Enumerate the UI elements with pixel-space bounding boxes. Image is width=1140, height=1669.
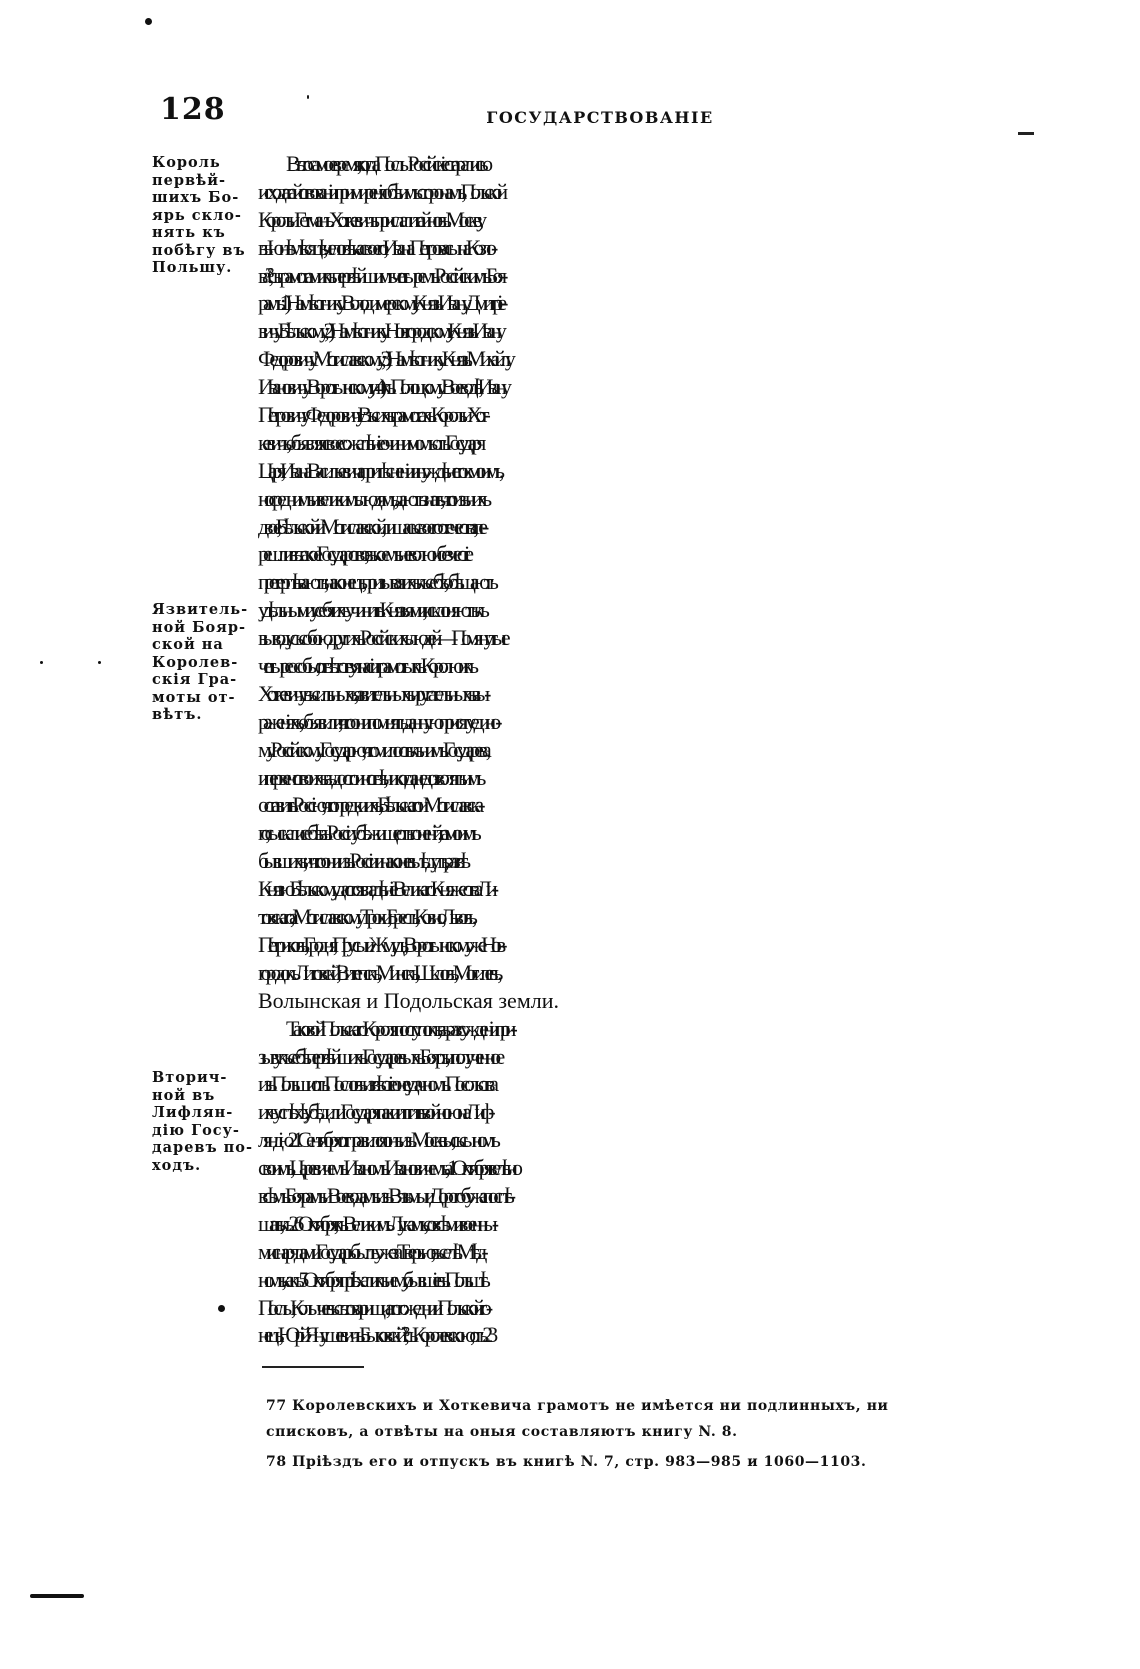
text-line: Таковой Польскаго Короля поступокъ, въ разсужденіи при- [286, 1015, 512, 1041]
text-line: Петровичу Федоровичу. Въ сихъ грамотахъ Король и Хот- [258, 402, 485, 428]
text-line: кевичъ, объявляя свое сожалѣніе о чинимомъ отъ Государя [258, 429, 481, 455]
text-line: удѣльными у себя ихъ учинить Князьями, и склоняютъ къ [258, 597, 484, 623]
margin-note-line: шихъ Бо- [152, 189, 240, 206]
margin-note-line: ской на [152, 636, 224, 653]
footnote-rule [262, 1366, 364, 1368]
scan-speck [307, 95, 309, 99]
text-line: городокъ Литовскій, Витепскъ, Минскъ, Шкловъ, Могилевъ, [258, 959, 497, 985]
text-line: ихъ успѣхѣ, убѣдили Государя паки иттить войною на Лиф- [258, 1099, 490, 1125]
text-line: го, сыскали себѣ въ Россіи убѣжище отъ гоненій, тамо имъ [258, 820, 476, 846]
text-line: Царя, Ивана Васильевича, притѣсненіи и нуждѣ не токмо имъ, [258, 457, 499, 483]
margin-note-line: Польшу. [152, 259, 233, 276]
text-line: ляндію. 21 Сентября отправился онъ изъ Москвы, съ сыномъ [258, 1127, 495, 1153]
text-line: номъ, какъ 5 Октября пріѣхали къ нему, бывшіе въ Польшѣ [258, 1266, 485, 1292]
text-line: рамъ: 1) Намѣстнику Володимерскому, Князь Ивану Дмитріе- [258, 290, 503, 316]
text-line: вичу Бѣльскому; 2) Намѣстнику Новгородскому, Князь Ивану [258, 318, 501, 344]
scan-speck [98, 661, 101, 664]
text-line: но среднимъ и великимъ людямъ, даютъ знать, что изъ нихъ [258, 485, 487, 511]
main-text [258, 150, 1000, 1349]
margin-note-line: побѣгу въ [152, 241, 246, 259]
text-line: Ивановичу Воротынскому, и 4) къ Полоцкому Воеводѣ, Ивану [258, 374, 506, 400]
margin-note-line: Вторич- [152, 1069, 228, 1086]
scan-mark [30, 1594, 84, 1598]
text-line: Петриковъ, Гродня, Прусы и Жмудь; Воротынскому же Нов- [258, 931, 502, 957]
margin-note-line: ной Бояр- [152, 618, 247, 636]
margin-note-line: Король [152, 154, 221, 171]
text-line: раженіяхъ, объявили, что они помнятъ данную присягу едино- [258, 708, 497, 734]
scan-mark [1018, 132, 1034, 135]
text-line: изъ Польши отъ Пословъ извѣстіе о неудачномъ Посольства [258, 1071, 493, 1097]
margin-note-line: Королев- [152, 653, 239, 671]
margin-note-line: моты от- [152, 688, 236, 706]
text-line: въ Іюнѣ мѣсяцѣ, человѣка своего, Ивана Петрова сына Козло- [258, 234, 493, 260]
margin-note-line: дію Госу- [152, 1121, 240, 1139]
margin-note [152, 601, 254, 724]
text-line: четыре особы, отвѣтствуя на сіи грамоты къ Королю и къ [258, 653, 474, 679]
margin-note-line: ной въ [152, 1086, 216, 1104]
footnote-line: 77 Королевскихъ и Хоткевича грамотъ не имѣется ни подлинныхъ, ни [266, 1398, 889, 1414]
text-line: шать, къ 26 Октября, къ Великимъ Лукамъ, со всѣми военны- [258, 1210, 494, 1236]
text-line: му Россійскому Государю; что милость къ нимъ Государева, [258, 736, 486, 762]
text-line: своимъ, Царевичемъ Иваномъ Ивановичемъ, а 1 Октября велѣно [258, 1155, 518, 1181]
text-line: Король и Гетманъ Хоткевичъ прислали тайно въ Москву, [258, 206, 479, 232]
text-line: выводу съ собою другихъ Россійскихъ людей. — Помянутые [258, 625, 505, 651]
margin-note-line: ярь скло- [152, 206, 242, 224]
text-line: и первенство ихъ въ достоинствѣ, никогда не дозволятъ имъ [258, 764, 481, 790]
text-line: Князю Бѣльскому дастся владѣніе Великаго Княжества Ли- [258, 876, 494, 902]
text-line: оставить Россію, что предки ихъ, Бѣльскаго и Мстиславска- [258, 792, 480, 818]
text-line: бывшихъ; и что они изъ Россіи инако не выѣдутъ, развѣ [258, 848, 466, 874]
text-line: Федоровичу Мстиславскому; 3) Намѣстнику Князь Михайлу [258, 346, 510, 372]
text-line: Хоткевичу въ сильныхъ, язвительныхъ и ругательныхъ вы- [258, 680, 486, 706]
text-line: претерпѣваютъ; наконецъ, призывая ихъ къ себѣ, обѣщаютъ [258, 569, 493, 595]
text-line: исходатайствованіи примиренія обѣимъ сторонамъ, Польской [258, 178, 503, 204]
text-line: решли въ такое Государство, въ коемъ неволю и безчестіе [258, 541, 469, 567]
margin-note-line: Лифлян- [152, 1104, 234, 1121]
text-line: ми снарядами. Государь былъ уже за Тверью, въ селѣ Мѣд- [258, 1238, 483, 1264]
margin-note-line: ходъ. [152, 1156, 202, 1174]
footnotes [266, 1393, 1006, 1475]
text-line: Послы, Колычевъ съ товарищи, а того же дни и Польской го- [258, 1294, 488, 1320]
text-line: нецъ, Юрій Янушевичъ Быковскій ⁷⁸, съ Королевскою, отъ 23 [258, 1322, 493, 1348]
text-line: ва ⁷⁸, съ грамотами къ первѣйшимъ четыремъ Россійскимъ Боя- [258, 262, 503, 288]
running-head: ГОСУДАРСТВОВАНІЕ [486, 108, 714, 127]
scan-speck [145, 18, 152, 25]
scan-speck [40, 661, 43, 664]
margin-note-line: Язвитель- [152, 601, 249, 618]
margin-note-line: нять къ [152, 224, 226, 241]
footnote-line: 78 Пріѣздъ его и отпускъ въ книгѣ N. 7, стр. 983—985 и 1060—1103. [266, 1454, 867, 1470]
margin-note-line: вѣтъ. [152, 706, 203, 723]
margin-note [152, 154, 254, 277]
page-number: 128 [160, 92, 226, 127]
text-line: Въ то самое время, когда Послы Россійскіе старались о [286, 151, 488, 176]
margin-note-line: даревъ по- [152, 1139, 253, 1156]
margin-note-line: первѣй- [152, 171, 227, 189]
footnote-line: списковъ, а отвѣты на оныя составляютъ книгу N. 8. [266, 1424, 738, 1440]
text-line: зыву къ себѣ первѣйшихъ Государевыхъ Бояръ, и полученное [258, 1043, 500, 1069]
margin-note-line: скія Гра- [152, 671, 238, 688]
text-line: двое, Бѣльской и Мстиславской, лишась своего отечества, пе- [258, 513, 484, 539]
text-line: всѣмъ Боярамъ и Воеводамъ изъ Вязьмы и Дорогобужа поспѣ- [258, 1182, 511, 1208]
margin-note [152, 1069, 254, 1174]
text-line: товскаго, а Мстиславскому Троки, Брестъ, Ковно, Львовъ, [258, 904, 472, 930]
text-line: Волынская и Подольская земли. [258, 987, 559, 1013]
scan-speck [218, 1305, 225, 1312]
